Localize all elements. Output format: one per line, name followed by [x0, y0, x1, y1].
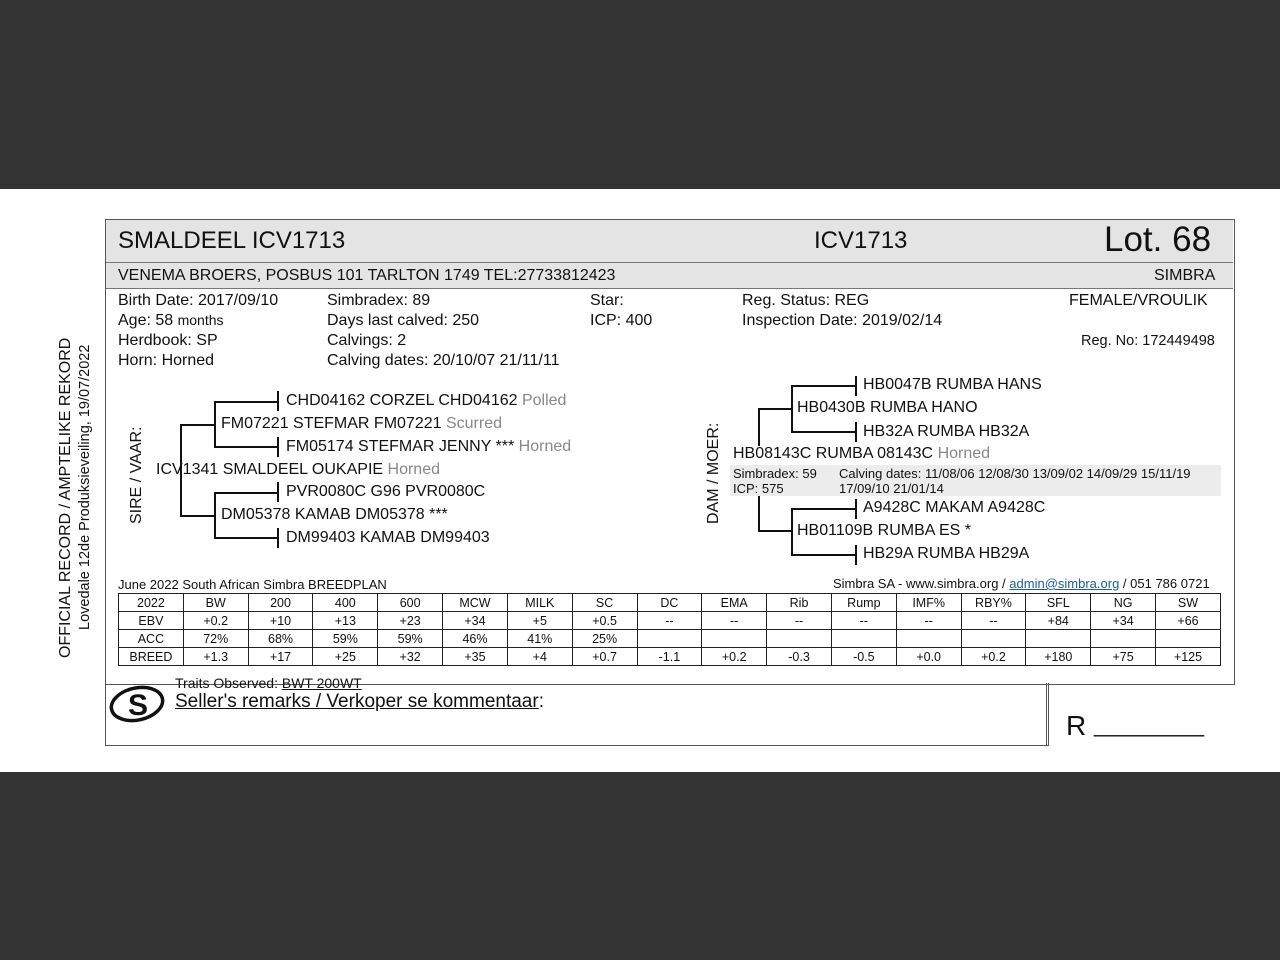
dam-calving-dates: Calving dates: 11/08/06 12/08/30 13/09/02 14/09/29 15/11/19: [839, 466, 1191, 481]
table-cell: SFL: [1026, 594, 1091, 612]
table-cell: [1156, 630, 1221, 648]
table-cell: +17: [248, 648, 313, 666]
table-cell: +34: [1091, 612, 1156, 630]
dam-connector: [758, 496, 760, 531]
table-cell: -0.5: [831, 648, 896, 666]
calvings: Calvings: 2: [327, 332, 407, 349]
table-cell: BW: [183, 594, 248, 612]
dam-connector: [791, 385, 793, 432]
table-cell: --: [637, 612, 702, 630]
ebv-table: [118, 593, 1221, 666]
table-cell: +5: [507, 612, 572, 630]
table-cell: +0.2: [702, 648, 767, 666]
sire-connector: [214, 492, 278, 494]
breeder-info: VENEMA BROERS, POSBUS 101 TARLTON 1749 TEL:27733812423: [118, 267, 616, 284]
calving-dates: Calving dates: 20/10/07 21/11/11: [327, 352, 560, 369]
sire-connector: [180, 515, 214, 517]
icp: ICP: 400: [590, 312, 653, 329]
table-cell: RBY%: [961, 594, 1026, 612]
dam-sire: HB0430B RUMBA HANO: [797, 399, 978, 416]
table-cell: +13: [313, 612, 378, 630]
dam-connector: [855, 376, 857, 396]
table-row: [119, 648, 1221, 666]
table-cell: +32: [378, 648, 443, 666]
table-cell: MCW: [443, 594, 508, 612]
horn-status: Horn: Horned: [118, 352, 215, 369]
table-cell: 2022: [119, 594, 184, 612]
simbradex: Simbradex: 89: [327, 292, 431, 309]
breedplan-contact: Simbra SA - www.simbra.org / admin@simbra.org / 051 786 0721: [833, 576, 1210, 591]
dam-icp: ICP: 575: [733, 481, 784, 496]
dam-connector: [855, 422, 857, 442]
sire-connector: [277, 437, 279, 457]
table-cell: 59%: [378, 630, 443, 648]
table-cell: SC: [572, 594, 637, 612]
star: Star:: [590, 292, 624, 309]
table-cell: NG: [1091, 594, 1156, 612]
table-cell: 68%: [248, 630, 313, 648]
price-label: R: [1066, 710, 1087, 741]
table-row: [119, 630, 1221, 648]
table-cell: --: [896, 612, 961, 630]
sire-sire-sire: CHD04162 CORZEL CHD04162 Polled: [286, 392, 567, 409]
sire-connector: [277, 391, 279, 411]
table-cell: +0.5: [572, 612, 637, 630]
table-cell: +84: [1026, 612, 1091, 630]
sire-dam-sire: PVR0080C G96 PVR0080C: [286, 483, 486, 500]
table-cell: Rib: [767, 594, 832, 612]
dam-connector: [758, 530, 792, 532]
table-cell: 59%: [313, 630, 378, 648]
table-cell: [831, 630, 896, 648]
table-cell: +4: [507, 648, 572, 666]
table-cell: --: [961, 612, 1026, 630]
sire-connector: [214, 492, 216, 538]
dam-connector: [758, 408, 760, 446]
table-cell: +66: [1156, 612, 1221, 630]
table-cell: +75: [1091, 648, 1156, 666]
table-cell: [637, 630, 702, 648]
table-cell: [702, 630, 767, 648]
breed-name: SIMBRA: [1154, 267, 1216, 284]
table-cell: SW: [1156, 594, 1221, 612]
sire-connector: [214, 446, 278, 448]
table-cell: ACC: [119, 630, 184, 648]
table-cell: +0.2: [961, 648, 1026, 666]
table-cell: MILK: [507, 594, 572, 612]
dam-dam-sire: A9428C MAKAM A9428C: [863, 499, 1046, 516]
inspection-date: Inspection Date: 2019/02/14: [742, 312, 943, 329]
dam-dam: HB01109B RUMBA ES *: [797, 522, 972, 539]
table-cell: 600: [378, 594, 443, 612]
sire-sire: FM07221 STEFMAR FM07221 Scurred: [221, 415, 503, 432]
table-cell: +1.3: [183, 648, 248, 666]
simbra-logo-icon: [108, 684, 166, 724]
table-cell: [896, 630, 961, 648]
table-cell: 46%: [443, 630, 508, 648]
table-cell: 200: [248, 594, 313, 612]
sire: ICV1341 SMALDEEL OUKAPIE Horned: [156, 461, 440, 478]
table-cell: Rump: [831, 594, 896, 612]
svg-text:S: S: [128, 689, 149, 722]
table-cell: +23: [378, 612, 443, 630]
dam-connector: [791, 508, 793, 555]
table-cell: --: [831, 612, 896, 630]
table-cell: EBV: [119, 612, 184, 630]
dam-connector: [791, 508, 856, 510]
animal-name: SMALDEEL ICV1713: [118, 227, 346, 254]
days-last-calved: Days last calved: 250: [327, 312, 480, 329]
official-record-note: OFFICIAL RECORD / AMPTELIKE REKORD: [57, 337, 74, 658]
age-unit: months: [177, 312, 224, 328]
dam-dam-dam: HB29A RUMBA HB29A: [863, 545, 1030, 562]
reg-number: Reg. No: 172449498: [1081, 333, 1215, 349]
table-row: [119, 612, 1221, 630]
sire-connector: [214, 537, 278, 539]
sire-dam: DM05378 KAMAB DM05378 ***: [221, 506, 448, 523]
sire-connector: [277, 482, 279, 502]
reg-status: Reg. Status: REG: [742, 292, 870, 309]
table-cell: 400: [313, 594, 378, 612]
table-cell: [1026, 630, 1091, 648]
table-cell: DC: [637, 594, 702, 612]
table-cell: -1.1: [637, 648, 702, 666]
sire-label: SIRE / VAAR:: [128, 426, 145, 524]
age: [118, 312, 224, 330]
dam-sire-sire: HB0047B RUMBA HANS: [863, 376, 1042, 393]
dam: HB08143C RUMBA 08143C Horned: [733, 445, 991, 462]
table-cell: --: [702, 612, 767, 630]
seller-remarks: Seller's remarks / Verkoper se kommentaar:: [175, 691, 544, 712]
table-cell: 41%: [507, 630, 572, 648]
table-cell: +35: [443, 648, 508, 666]
traits-observed: Traits Observed: BWT 200WT: [175, 675, 362, 691]
auction-note: Lovedale 12de Produksieveiling, 19/07/2022: [77, 344, 93, 630]
table-cell: --: [767, 612, 832, 630]
table-cell: EMA: [702, 594, 767, 612]
table-cell: +180: [1026, 648, 1091, 666]
table-cell: -0.3: [767, 648, 832, 666]
table-cell: +125: [1156, 648, 1221, 666]
table-cell: [961, 630, 1026, 648]
dam-simbradex: Simbradex: 59: [733, 466, 817, 481]
email-link[interactable]: admin@simbra.org: [1009, 576, 1120, 591]
table-cell: 25%: [572, 630, 637, 648]
table-header-row: [119, 594, 1221, 612]
dam-sire-dam: HB32A RUMBA HB32A: [863, 423, 1030, 440]
table-cell: +0.0: [896, 648, 961, 666]
sex: FEMALE/VROULIK: [1069, 292, 1208, 309]
sire-connector: [214, 401, 216, 447]
table-cell: +0.7: [572, 648, 637, 666]
sire-connector: [214, 401, 278, 403]
sire-dam-dam: DM99403 KAMAB DM99403: [286, 529, 490, 546]
table-cell: +25: [313, 648, 378, 666]
birth-date: Birth Date: 2017/09/10: [118, 292, 279, 309]
age-value: Age: 58: [118, 312, 174, 329]
dam-connector: [758, 408, 792, 410]
table-cell: +34: [443, 612, 508, 630]
herdbook: Herdbook: SP: [118, 332, 218, 349]
dam-calving-dates-cont: 17/09/10 21/01/14: [839, 481, 944, 496]
table-cell: BREED: [119, 648, 184, 666]
table-cell: +0.2: [183, 612, 248, 630]
sire-sire-dam: FM05174 STEFMAR JENNY *** Horned: [286, 438, 572, 455]
dam-connector: [855, 545, 857, 565]
dam-connector: [791, 554, 856, 556]
dam-connector: [855, 499, 857, 519]
breedplan-title: June 2022 South African Simbra BREEDPLAN: [118, 577, 387, 592]
price-field[interactable]: _________: [1094, 712, 1205, 737]
sire-connector: [180, 424, 214, 426]
table-cell: 72%: [183, 630, 248, 648]
sire-connector: [277, 528, 279, 548]
dam-connector: [791, 431, 856, 433]
table-cell: [767, 630, 832, 648]
animal-id: ICV1713: [814, 227, 908, 254]
dam-connector: [791, 385, 856, 387]
table-cell: IMF%: [896, 594, 961, 612]
lot-number: Lot. 68: [1104, 220, 1212, 259]
dam-label: DAM / MOER:: [705, 422, 722, 524]
table-cell: +10: [248, 612, 313, 630]
table-cell: [1091, 630, 1156, 648]
